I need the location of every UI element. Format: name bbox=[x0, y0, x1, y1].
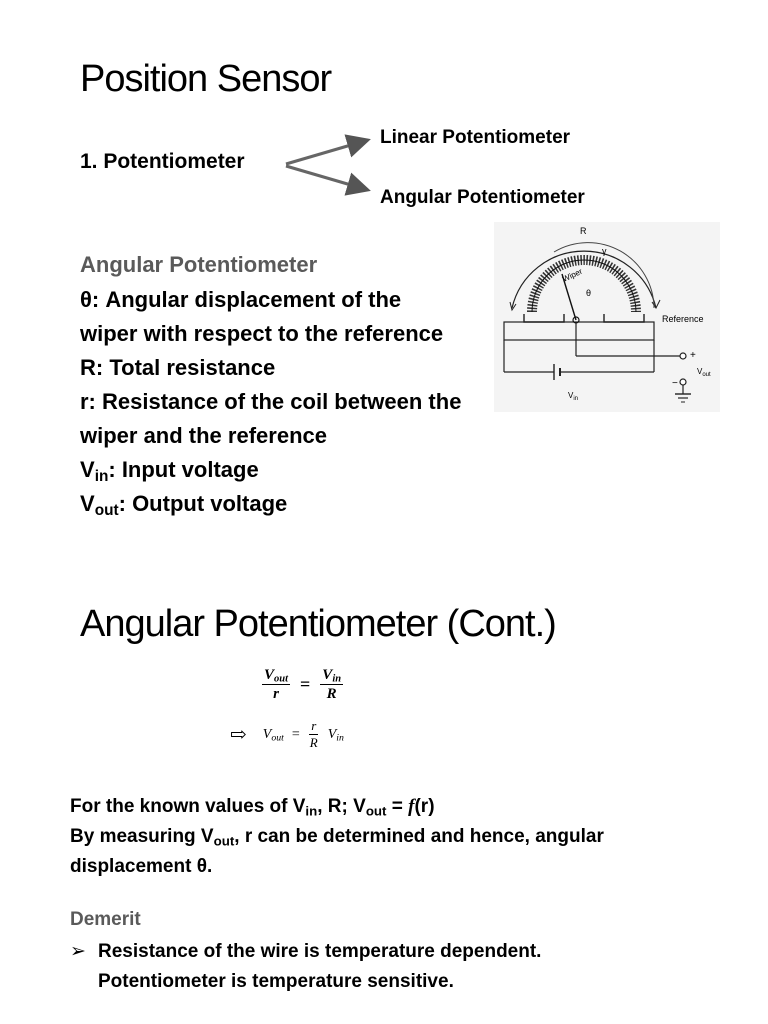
linear-potentiometer-label: Linear Potentiometer bbox=[380, 127, 571, 148]
def-vout: $V_{out}$: Output voltage bbox=[80, 491, 288, 519]
implies-arrow-icon: ⇨ bbox=[230, 724, 247, 746]
bullet-arrow-icon: ➢ bbox=[70, 941, 86, 962]
figure-label-R: R bbox=[580, 226, 587, 236]
figure-label-wiper: Wiper bbox=[561, 266, 584, 284]
angular-potentiometer-subheading: Angular Potentiometer bbox=[80, 252, 318, 277]
angular-potentiometer-figure bbox=[494, 222, 720, 412]
figure-plus: + bbox=[690, 350, 696, 361]
demerit-item bbox=[70, 937, 541, 997]
angular-potentiometer-label: Angular Potentiometer bbox=[380, 187, 585, 208]
figure-minus: − bbox=[672, 378, 678, 389]
figure-label-vin: $V_{in}$ bbox=[568, 391, 579, 402]
eq2-fraction: $\frac{r}{R}$ bbox=[309, 718, 318, 750]
definitions-block bbox=[80, 283, 461, 521]
branch-arrows bbox=[280, 130, 380, 200]
explanation-paragraph bbox=[70, 792, 604, 882]
slide-title-position-sensor: Position Sensor bbox=[80, 58, 332, 100]
slide-title-angular-cont: Angular Potentiometer (Cont.) bbox=[80, 603, 556, 645]
demerit-heading: Demerit bbox=[70, 909, 141, 930]
eq1-rhs-fraction: $\frac{V_{in}}{R}$ bbox=[322, 667, 342, 702]
def-vin: $V_{in}$: Input voltage bbox=[80, 457, 259, 485]
figure-label-vout: $V_{out}$ bbox=[697, 367, 711, 378]
figure-label-theta: θ bbox=[586, 288, 592, 298]
eq1-lhs-fraction: $\frac{V_{out}}{r}$ bbox=[264, 667, 289, 702]
explanation-line-3: displacement θ. bbox=[70, 856, 213, 877]
demerit-list bbox=[70, 937, 541, 997]
demerit-line-2: Potentiometer is temperature sensitive. bbox=[98, 971, 454, 992]
def-theta-cont: wiper with respect to the reference bbox=[80, 321, 444, 346]
figure-label-gamma: γ bbox=[602, 246, 607, 256]
def-theta: θ: Angular displacement of the bbox=[80, 287, 402, 312]
equation-1: $\frac{V_{out}}{r}$ = $\frac{V_{in}}{R}$ bbox=[264, 667, 342, 702]
def-r-cont: wiper and the reference bbox=[80, 423, 327, 448]
explanation-line-1: For the known values of $V_{in}$, R; $V_{out} = f(r)$ bbox=[70, 796, 435, 819]
figure-label-reference: Reference bbox=[662, 314, 704, 324]
potentiometer-item: 1. Potentiometer bbox=[80, 150, 245, 173]
explanation-line-2: By measuring $V_{out}$, r can be determined and hence, angular bbox=[70, 826, 604, 849]
demerit-line-1: Resistance of the wire is temperature dependent. bbox=[98, 941, 542, 962]
def-R: R: Total resistance bbox=[80, 355, 276, 380]
equation-2: ⇨ $V_{out}$ = $\frac{r}{R}$ $V_{in}$ bbox=[230, 718, 344, 750]
def-r: r: Resistance of the coil between the bbox=[80, 389, 462, 414]
